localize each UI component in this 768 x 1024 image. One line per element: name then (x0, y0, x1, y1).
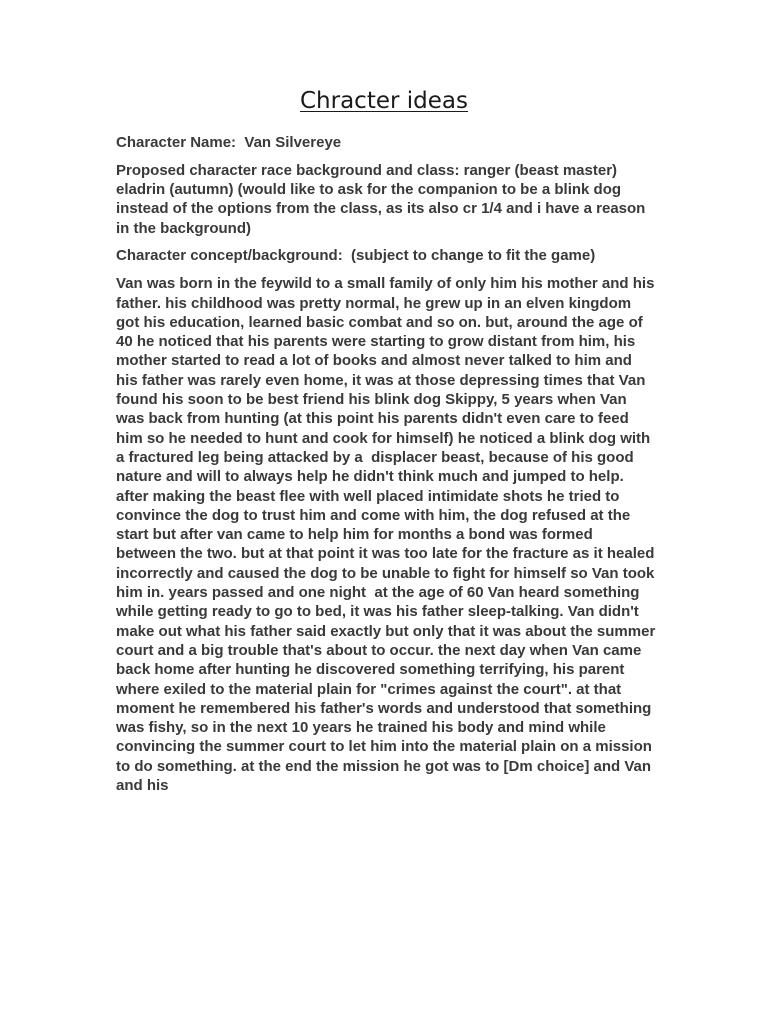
document-body (116, 133, 660, 804)
character-name-line: Character Name: Van Silvereye (116, 134, 342, 151)
background-story-paragraph: Van was born in the feywild to a small family of only him his mother and his father. his childhood was pretty normal, he grew up in an elven kingdom got his education, learned basic combat and so on. but, around the age of 40 he noticed that his parents were starting to grow distant from him, his mother started to read a lot of books and almost never talked to him and his father was rarely even home, it was at those depressing times that Van found his soon to be best friend his blink dog Skippy, 5 years when Van was back from hunting (at this point his parents didn't even care to feed him so he needed to hunt and cook for himself) he noticed a blink dog with a fractured leg being attacked by a displacer beast, because of his good nature and will to always help he didn't think much and jumped to help. after making the beast flee with well placed intimidate shots he tried to convince the dog to trust him and come with him, the dog refused at the start but after van came to help him for months a bond was formed between the two. but at that point it was too late for the fracture as it healed incorrectly and caused the dog to be unable to fight for himself so Van took him in. years passed and one night at the age of 60 Van heard something while getting ready to go to bed, it was his father sleep-talking. Van didn't make out what his father said exactly but only that it was about the summer court and a big trouble that's about to occur. the next day when Van came back home after hunting he discovered something terrifying, his parent where exiled to the material plain for "crimes against the court". at that moment he remembered his father's words and understood that something was fishy, so in the next 10 years he trained his body and mind while convincing the summer court to let him into the material plain on a mission to do something. at the end the mission he got was to [Dm choice] and Van and his (116, 275, 660, 794)
document-title (0, 88, 768, 114)
race-class-paragraph: Proposed character race background and class: ranger (beast master) eladrin (autumn) (would like to ask for the companion to be a blink dog instead of the options from the class, as its also cr 1/4 and i have a reason in the background) (116, 161, 650, 237)
document-title-text: Chracter ideas (300, 88, 468, 114)
concept-heading-paragraph: Character concept/background: (subject to change to fit the game) (116, 247, 596, 265)
